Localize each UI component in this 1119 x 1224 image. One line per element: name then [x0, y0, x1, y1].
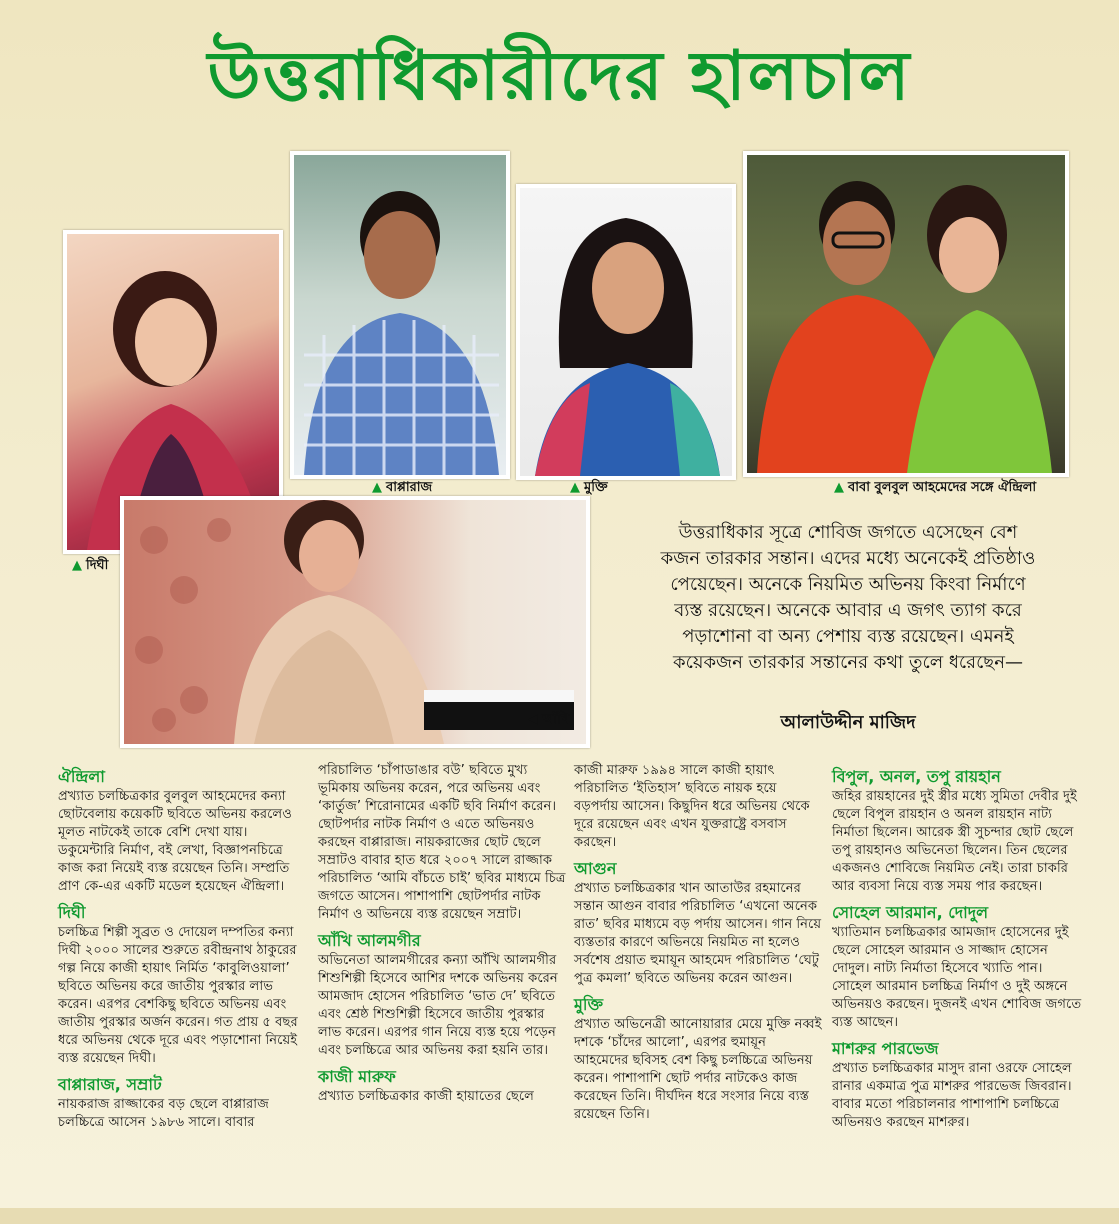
- column-2: [318, 762, 568, 1114]
- caption-mukti: ▲ মুক্তি: [570, 480, 608, 495]
- bottom-bar: [0, 1208, 1119, 1224]
- oindrila-father-figure: [747, 155, 1065, 473]
- caption-triangle-icon: ▲: [72, 558, 82, 573]
- caption-dighi: ▲ দিঘী: [72, 558, 109, 573]
- column-1: [58, 762, 308, 1140]
- photo-mukti: [516, 184, 736, 480]
- caption-triangle-icon: ▲: [570, 480, 580, 495]
- bappiraj-figure: [294, 155, 506, 475]
- heading-kazi-maruf: কাজী মারুফ: [318, 1067, 396, 1086]
- para-bipul-onol-topu: জহির রায়হানের দুই স্ত্রীর মধ্যে সুমিতা দেবীর দুই ছেলে বিপুল রায়হান ও অনল রায়হান নাট্য নির্মাতা ছিলেন। আরেক স্ত্রী সুচন্দার ছোট ছেলে তপু রায়হানও অভিনেতা ছিলেন। তিন ছেলের একজনও শোবিজে নিয়মিত নেই। তারা চাকরি আর ব্যবসা নিয়ে ব্যস্ত সময় পার করছেন।: [832, 789, 1077, 894]
- para-kazi-maruf-cont: কাজী মারুফ ১৯৯৪ সালে কাজী হায়াৎ পরিচালিত ‘ইতিহাস’ ছবিতে নায়ক হয়ে বড়পর্দায় আসেন। কিছুদিন ধরে অভিনয় থেকে দূরে রয়েছেন এবং এখন যুক্তরাষ্ট্রে বসবাস করছেন।: [574, 763, 810, 850]
- intro-text: উত্তরাধিকার সূত্রে শোবিজ জগতে এসেছেন বেশ কজন তারকার সন্তান। এদের মধ্যে অনেকেই প্রতিষ্ঠাও পেয়েছেন। অনেকে নিয়মিত অভিনয় কিংবা নির্মাণে ব্যস্ত রয়েছেন। অনেকে আবার এ জগৎ ত্যাগ করে পড়াশোনা বা অন্য পেশায় ব্যস্ত রয়েছেন। এমনই কয়েকজন তারকার সন্তানের কথা তুলে ধরেছেন—: [660, 522, 1036, 673]
- para-oindrila: প্রখ্যাত চলচ্চিত্রকার বুলবুল আহমেদের কন্যা ছোটবেলায় কয়েকটি ছবিতে অভিনয় করলেও মূলত নাটকেই তাকে বেশি দেখা যায়। ডকুমেন্টারি নির্মাণ, বই লেখা, বিজ্ঞাপনচিত্রে কাজ করা নিয়েই ব্যস্ত রয়েছেন তিনি। সম্প্রতি প্রাণ কে-এর একটি মডেল হয়েছেন ঐন্দ্রিলা।: [58, 789, 292, 894]
- caption-triangle-icon: ◀: [528, 712, 538, 727]
- page-title: উত্তরাধিকারীদের হালচাল: [207, 37, 912, 116]
- heading-agun: আগুন: [574, 859, 617, 878]
- photo-oindrila-father: [743, 151, 1069, 477]
- caption-triangle-icon: ▲: [834, 480, 844, 495]
- para-ankhi: অভিনেতা আলমগীরের কন্যা আঁখি আলমগীর শিশুশিল্পী হিসেবে আশির দশকে অভিনয় করেন আমজাদ হোসেন পরিচালিত ‘ভাত দে’ ছবিতে এবং শ্রেষ্ঠ শিশুশিল্পী হিসেবে জাতীয় পুরস্কার লাভ করেন। এরপর গান নিয়ে ব্যস্ত হয়ে পড়েন এবং চলচ্চিত্রে আর অভিনয় করা হয়নি তার।: [318, 953, 558, 1058]
- photo-ankhi: [120, 496, 590, 748]
- heading-bipul-onol-topu: বিপুল, অনল, তপু রায়হান: [832, 767, 1001, 786]
- caption-oindrila-father: ▲ বাবা বুলবুল আহমেদের সঙ্গে ঐন্দ্রিলা: [834, 480, 1037, 495]
- heading-bappiraj-samrat: বাপ্পারাজ, সম্রাট: [58, 1075, 162, 1094]
- para-mashrur: প্রখ্যাত চলচ্চিত্রকার মাসুদ রানা ওরফে সোহেল রানার একমাত্র পুত্র মাশরুর পারভেজ জিবরান। বাবার মতো পরিচালনার পাশাপাশি চলচ্চিত্রে অভিনয়ও করছেন মাশরুর।: [832, 1061, 1072, 1130]
- para-kazi-maruf-start: প্রখ্যাত চলচ্চিত্রকার কাজী হায়াতের ছেলে: [318, 1089, 534, 1104]
- column-4: [832, 762, 1082, 1140]
- heading-mashrur: মাশরুর পারভেজ: [832, 1039, 939, 1058]
- para-sohel-dodul: খ্যাতিমান চলচ্চিত্রকার আমজাদ হোসেনের দুই ছেলে সোহেল আরমান ও সাজ্জাদ হোসেন দোদুল। নাট্য নির্মাতা হিসেবে খ্যাতি পান। সোহেল আরমান চলচ্চিত্র নির্মাণ ও দুই অঙ্গনে অভিনয়ও করছেন। দুজনই এখন শোবিজ জগতে ব্যস্ত আছেন।: [832, 925, 1082, 1030]
- section-rule: [30, 748, 1090, 750]
- para-bappiraj-cont: পরিচালিত ‘চাঁপাডাঙার বউ’ ছবিতে মুখ্য ভূমিকায় অভিনয় করেন, পরে অভিনয় এবং ‘কার্তুজ’ শিরোনামের একটি ছবি নির্মাণ করেন। ছোটপর্দার নাটক নির্মাণ ও এতে অভিনয়ও করছেন বাপ্পারাজ। নায়করাজের ছোট ছেলে সম্রাটও বাবার হাত ধরে ২০০৭ সালে রাজ্জাক পরিচালিত ‘আমি বাঁচতে চাই’ ছবির মাধ্যমে চিত্র জগতে আসেন। পাশাপাশি ছোটপর্দার নাটক নির্মাণ ও অভিনয়ে ব্যস্ত রয়েছেন সম্রাট।: [318, 763, 566, 922]
- caption-ankhi: ◀ আঁখি: [528, 712, 570, 727]
- para-dighi: চলচ্চিত্র শিল্পী সুব্রত ও দোয়েল দম্পতির কন্যা দিঘী ২০০০ সালের শুরুতে রবীন্দ্রনাথ ঠাকুরের গল্প নিয়ে কাজী হায়াৎ নির্মিত ‘কাবুলিওয়ালা’ ছবিতে অভিনয় করে জাতীয় পুরস্কার লাভ করেন। এরপর বেশকিছু ছবিতে অভিনয় এবং জাতীয় পুরস্কার অর্জন করেন। গত প্রায় ৫ বছর ধরে অভিনয় থেকে দূরে এবং পড়াশোনা নিয়েই ব্যস্ত রয়েছেন দিঘী।: [58, 925, 298, 1066]
- heading-dighi: দিঘী: [58, 903, 86, 922]
- heading-ankhi-alamgir: আঁখি আলমগীর: [318, 931, 421, 950]
- byline: আলাউদ্দীন মাজিদ: [780, 712, 916, 733]
- caption-bappiraj: ▲ বাপ্পারাজ: [372, 480, 433, 495]
- para-mukti: প্রখ্যাত অভিনেত্রী আনোয়ারার মেয়ে মুক্তি নব্বই দশকে ‘চাঁদের আলো’, এরপর হুমায়ূন আহমেদের ছবিসহ বেশ কিছু চলচ্চিত্রে অভিনয় করেন। পাশাপাশি ছোট পর্দার নাটকেও কাজ করেছেন তিনি। দীর্ঘদিন ধরে সংসার নিয়ে ব্যস্ত রয়েছেন তিনি।: [574, 1017, 822, 1122]
- photo-bappiraj: [290, 151, 510, 479]
- ankhi-figure: [124, 500, 586, 744]
- column-3: [574, 762, 824, 1132]
- para-agun: প্রখ্যাত চলচ্চিত্রকার খান আতাউর রহমানের সন্তান আগুন বাবার পরিচালিত ‘এখনো অনেক রাত’ ছবির মাধ্যমে বড় পর্দায় আসেন। গান নিয়ে ব্যস্ততার কারণে অভিনয়ে নিয়মিত না হলেও সর্বশেষ প্রয়াত হুমায়ূন আহমেদ পরিচালিত ‘ঘেটু পুত্র কমলা’ ছবিতে অভিনয় করেন আগুন।: [574, 881, 822, 986]
- para-bappiraj-start: নায়করাজ রাজ্জাকের বড় ছেলে বাপ্পারাজ চলচ্চিত্রে আসেন ১৯৮৬ সালে। বাবার: [58, 1097, 269, 1130]
- caption-triangle-icon: ▲: [372, 480, 382, 495]
- mukti-figure: [520, 188, 732, 476]
- heading-oindrila: ঐন্দ্রিলা: [58, 767, 105, 786]
- heading-sohel-dodul: সোহেল আরমান, দোদুল: [832, 903, 989, 922]
- heading-mukti: মুক্তি: [574, 995, 604, 1014]
